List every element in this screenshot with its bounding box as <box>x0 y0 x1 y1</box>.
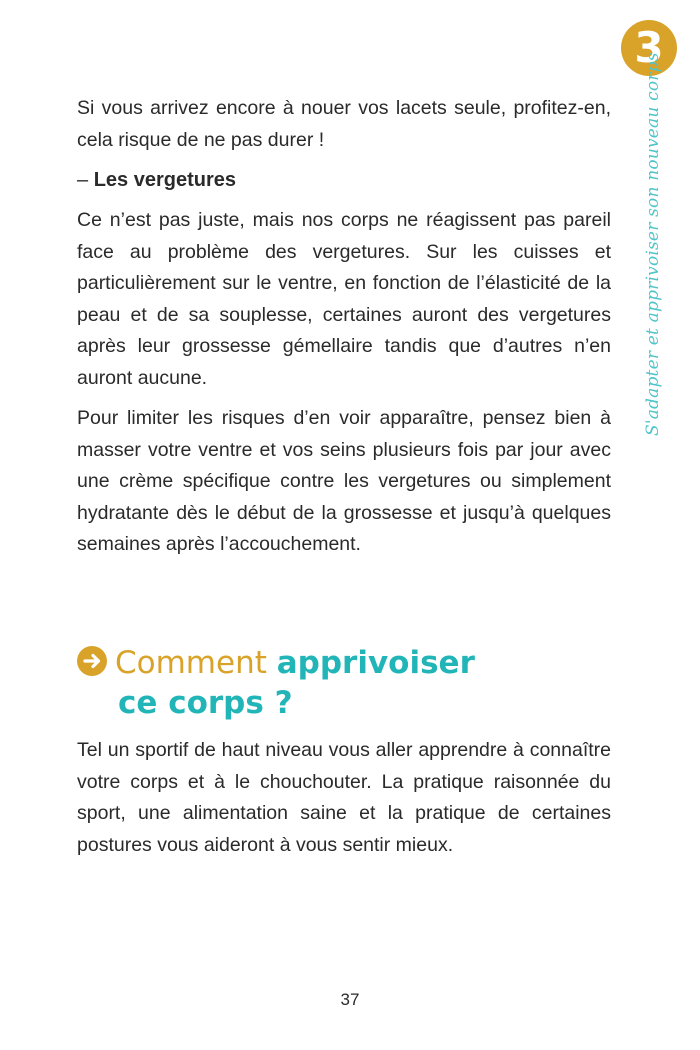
apprivoiser-paragraph: Tel un sportif de haut niveau vous aller apprendre à connaître votre corps et à le chouchouter. La pratique raisonnée du sport, une alimentation saine et la pratique de certaines postures vous aideront à vous sentir mieux. <box>77 739 611 856</box>
heading-bold-part-2: ce corps ? <box>118 685 293 721</box>
chapter-number: 3 <box>634 23 664 72</box>
section-heading-apprivoiser <box>77 643 617 723</box>
page-number: 37 <box>340 990 360 1009</box>
arrow-right-circle-icon <box>77 646 107 676</box>
chapter-side-title: S'adapter et apprivoiser son nouveau corps <box>643 52 663 436</box>
subheading-label: Les vergetures <box>93 169 236 191</box>
heading-bold-part-1: apprivoiser <box>276 645 475 681</box>
vergetures-paragraph-2: Pour limiter les risques d’en voir apparaître, pensez bien à masser votre ventre et vos seins plusieurs fois par jour avec une crème spécifique contre les vergetures ou simplement hydratante dès le début de la grossesse et jusqu’à quelques semaines après l’accouchement. <box>77 407 611 555</box>
section-apprivoiser-body <box>77 735 611 870</box>
vergetures-paragraph-1: Ce n’est pas juste, mais nos corps ne réagissent pas pareil face au problème des vergetures. Sur les cuisses et particulièrement sur le ventre, en fonction de l’élasticité de la peau et de sa souplesse, certaines auront des vergetures après leur grossesse gémellaire tandis que d’autres n’en auront aucune. <box>77 209 611 389</box>
heading-light-part: Comment <box>115 645 277 681</box>
subheading-vergetures <box>77 165 611 196</box>
subheading-dash: – <box>77 169 94 191</box>
intro-paragraph: Si vous arrivez encore à nouer vos lacets seule, profitez-en, cela risque de ne pas durer ! <box>77 97 611 151</box>
section-vergetures <box>77 93 611 570</box>
